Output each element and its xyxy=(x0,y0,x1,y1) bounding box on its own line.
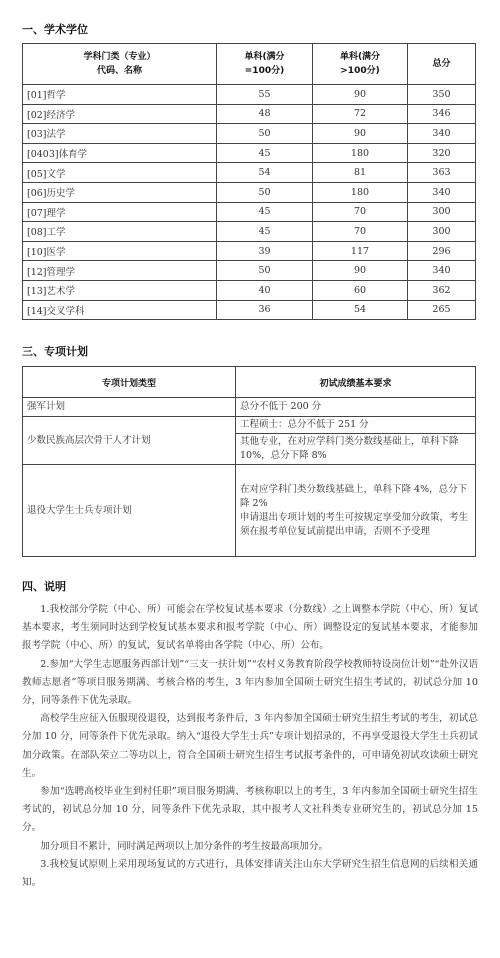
table-row xyxy=(23,85,476,105)
total-cell: 340 xyxy=(408,261,476,281)
single-gt100-cell: 81 xyxy=(313,163,408,183)
note-paragraph: 加分项目不累计，同时满足两项以上加分条件的考生按最高项加分。 xyxy=(40,840,329,852)
single-100-cell: 50 xyxy=(217,261,313,281)
discipline-cell: [03]法学 xyxy=(23,124,217,144)
table-row xyxy=(23,398,476,417)
total-cell: 350 xyxy=(408,85,476,105)
single-gt100-cell: 70 xyxy=(313,222,408,242)
header-single-100: 单科(满分 =100分) xyxy=(217,44,313,85)
discipline-cell: [08]工学 xyxy=(23,222,217,242)
special-plan-table xyxy=(22,366,476,557)
total-cell: 296 xyxy=(408,241,476,261)
single-gt100-cell: 117 xyxy=(313,241,408,261)
total-cell: 300 xyxy=(408,222,476,242)
table-row xyxy=(23,280,476,300)
discipline-cell: [07]理学 xyxy=(23,202,217,222)
table-row xyxy=(23,104,476,124)
table-row xyxy=(23,143,476,163)
single-100-cell: 39 xyxy=(217,241,313,261)
header-single-gt100: 单科(满分 >100分) xyxy=(313,44,408,85)
total-cell: 265 xyxy=(408,300,476,320)
discipline-cell: [13]艺术学 xyxy=(23,280,217,300)
table-row xyxy=(23,163,476,183)
plan-type-cell: 少数民族高层次骨干人才计划 xyxy=(23,417,236,465)
plan-type-cell: 强军计划 xyxy=(23,398,236,417)
single-100-cell: 45 xyxy=(217,222,313,242)
discipline-cell: [0403]体育学 xyxy=(23,143,217,163)
single-100-cell: 45 xyxy=(217,143,313,163)
single-gt100-cell: 70 xyxy=(313,202,408,222)
header-requirement: 初试成绩基本要求 xyxy=(236,367,476,398)
table-header-row xyxy=(23,44,476,85)
single-100-cell: 48 xyxy=(217,104,313,124)
requirement-line: 工程硕士：总分不低于 251 分 xyxy=(236,417,475,434)
section3-title: 三、专项计划 xyxy=(22,345,88,358)
total-cell: 363 xyxy=(408,163,476,183)
section1-title: 一、学术学位 xyxy=(22,23,88,36)
table-row xyxy=(23,202,476,222)
discipline-cell: [10]医学 xyxy=(23,241,217,261)
table-row xyxy=(23,182,476,202)
table-row xyxy=(23,465,476,557)
total-cell: 320 xyxy=(408,143,476,163)
single-100-cell: 40 xyxy=(217,280,313,300)
discipline-cell: [12]管理学 xyxy=(23,261,217,281)
single-gt100-cell: 60 xyxy=(313,280,408,300)
table-row xyxy=(23,417,476,465)
header-total: 总分 xyxy=(408,44,476,85)
single-gt100-cell: 90 xyxy=(313,124,408,144)
single-100-cell: 50 xyxy=(217,182,313,202)
note-paragraph: 1.我校部分学院（中心、所）可能会在学校复试基本要求（分数线）之上调整本学院（中心、所）复试基本要求，考生须同时达到学校复试基本要求和报考学院（中心、所）调整设定的复试基本要求，才能参加报考学院（中心、所）的复试，复试名单将由各学院（中心、所）公布。 xyxy=(22,604,478,652)
section4-title: 四、说明 xyxy=(22,580,66,593)
header-plan-type: 专项计划类型 xyxy=(23,367,236,398)
discipline-cell: [05]文学 xyxy=(23,163,217,183)
single-gt100-cell: 180 xyxy=(313,143,408,163)
academic-degree-table xyxy=(22,43,476,320)
note-paragraph: 3.我校复试原则上采用现场复试的方式进行，具体安排请关注山东大学研究生招生信息网的后续相关通知。 xyxy=(22,858,478,889)
requirement-line: 其他专业，在对应学科门类分数线基础上，单科下降 10%，总分下降 8% xyxy=(240,436,459,461)
total-cell: 346 xyxy=(408,104,476,124)
discipline-cell: [01]哲学 xyxy=(23,85,217,105)
header-discipline: 学科门类（专业） 代码、名称 xyxy=(23,44,217,85)
table-row xyxy=(23,222,476,242)
total-cell: 340 xyxy=(408,124,476,144)
single-100-cell: 50 xyxy=(217,124,313,144)
single-gt100-cell: 90 xyxy=(313,261,408,281)
requirement-cell: 总分不低于 200 分 xyxy=(236,398,476,417)
total-cell: 340 xyxy=(408,182,476,202)
plan-type-cell: 退役大学生士兵专项计划 xyxy=(23,465,236,557)
discipline-cell: [06]历史学 xyxy=(23,182,217,202)
note-paragraph: 参加“选聘高校毕业生到村任职”项目服务期满、考核称职以上的考生，3 年内参加全国硕士研究生招生考试的，初试总分加 10 分，同等条件下优先录取，其中报考人文社科类专业研究生的，初试总分加 15 分。 xyxy=(22,786,478,834)
total-cell: 300 xyxy=(408,202,476,222)
total-cell: 362 xyxy=(408,280,476,300)
discipline-cell: [14]交叉学科 xyxy=(23,300,217,320)
note-paragraph: 高校学生应征入伍服现役退役，达到报考条件后，3 年内参加全国硕士研究生招生考试的考生，初试总分加 10 分，同等条件下优先录取。纳入“退役大学生士兵”专项计划招录的，不再享受退役大学生士兵初试加分政策。在部队荣立二等功以上，符合全国硕士研究生招生考试报考条件的，可申请免初试攻读硕士研究生。 xyxy=(22,713,478,779)
single-gt100-cell: 90 xyxy=(313,85,408,105)
requirement-cell: 在对应学科门类分数线基础上，单科下降 4%，总分下降 2% 申请退出专项计划的考生可按规定享受加分政策，考生须在报考单位复试前提出申请，否则不予受理 xyxy=(236,465,476,557)
table-row xyxy=(23,241,476,261)
note-paragraph: 2.参加“大学生志愿服务西部计划”“三支一扶计划”“农村义务教育阶段学校教师特设岗位计划”“赴外汉语教师志愿者”等项目服务期满、考核合格的考生，3 年内参加全国硕士研究生招生考试的，初试总分加 10 分，同等条件下优先录取。 xyxy=(22,658,478,707)
single-gt100-cell: 180 xyxy=(313,182,408,202)
single-100-cell: 55 xyxy=(217,85,313,105)
table-row xyxy=(23,261,476,281)
requirement-cell xyxy=(236,417,476,465)
table-row xyxy=(23,300,476,320)
table-row xyxy=(23,124,476,144)
single-gt100-cell: 54 xyxy=(313,300,408,320)
single-100-cell: 36 xyxy=(217,300,313,320)
single-gt100-cell: 72 xyxy=(313,104,408,124)
notes-body xyxy=(22,601,478,892)
discipline-cell: [02]经济学 xyxy=(23,104,217,124)
single-100-cell: 54 xyxy=(217,163,313,183)
single-100-cell: 45 xyxy=(217,202,313,222)
table-header-row xyxy=(23,367,476,398)
